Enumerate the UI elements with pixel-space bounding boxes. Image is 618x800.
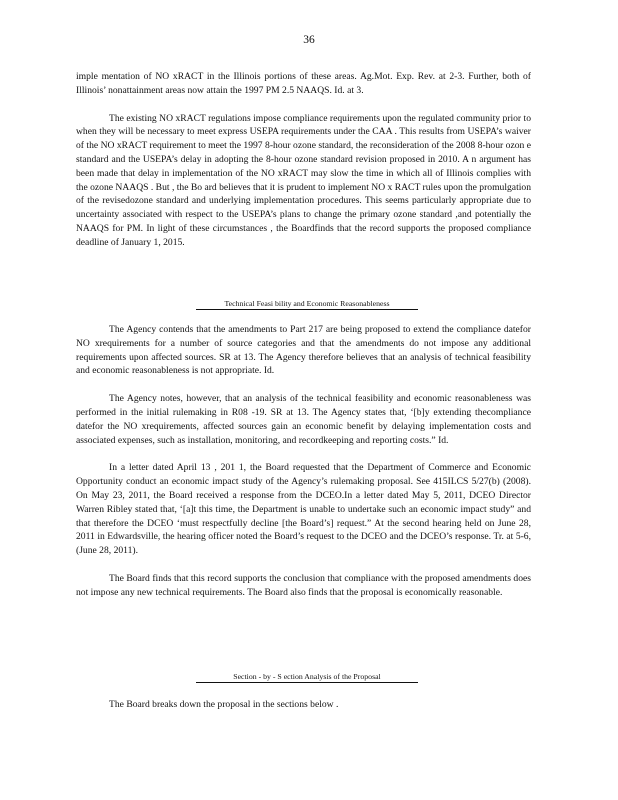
- body-block-3: [76, 698, 531, 712]
- paragraph-agency-notes: The Agency notes, however, that an analysis of the technical feasibility and economic reasonableness was performed in the initial rulemaking in R08 -19. SR at 13. The Agency states that, ‘[b]y extending thecompliance datefor the NO xrequirements, affected sources gain an economic benefit by delaying implementation costs and associated expenses, such as installation, monitoring, and recordkeeping and reporting costs.” Id.: [76, 393, 531, 446]
- paragraph-intro: imple mentation of NO xRACT in the Illinois portions of these areas. Ag.Mot. Exp. Rev. at 2-3. Further, both of Illinois’ nonattainment areas now attain the 1997 PM 2.5 NAAQS. Id. at 3.: [76, 71, 531, 96]
- paragraph-agency-contends: The Agency contends that the amendments to Part 217 are being proposed to extend the compliance datefor NO xrequirements for a number of source categories and that the amendments do not impose any additional requirements upon affected sources. SR at 13. The Agency therefore believes that an analysis of technical feasibility and economic reasonableness is not appropriate. Id.: [76, 324, 531, 377]
- section-heading-section-analysis: Section - by - S ection Analysis of the Proposal: [196, 672, 418, 683]
- section-heading-technical-feasibility: Technical Feasi bility and Economic Reasonableness: [196, 299, 418, 310]
- body-block-1: [76, 70, 531, 250]
- paragraph-board-breaks-down: The Board breaks down the proposal in the sections below .: [109, 699, 339, 710]
- body-block-2: [76, 323, 531, 600]
- paragraph-existing-regulations: The existing NO xRACT regulations impose compliance requirements upon the regulated community prior to when they will be necessary to meet express USEPA requirements under the CAA . This results from USEPA’s waiver of the NO xRACT requirement to meet the 1997 8-hour ozone standard, the reconsideration of the 2008 8-hour ozon e standard and the USEPA’s delay in adopting the 8-hour ozone standard revision proposed in 2010. A n argument has been made that delay in implementation of the NO xRACT may slow the time in which all of Illinois complies with the ozone NAAQS . But , the Bo ard believes that it is prudent to implement NO x RACT rules upon the promulgation of the revisedozone standard and underlying implementation procedures. This seems particularly appropriate due to uncertainty associated with respect to the USEPA’s plans to change the primary ozone standard ,and potentially the NAAQS for PM. In light of these circumstances , the Boardfinds that the record supports the proposed compliance deadline of January 1, 2015.: [76, 112, 531, 248]
- page-number: 36: [303, 34, 315, 46]
- paragraph-dceo-letter: In a letter dated April 13 , 201 1, the Board requested that the Department of Commerce and Economic Opportunity conduct an economic impact study of the Agency’s rulemaking proposal. See 415ILCS 5/27(b) (2008). On May 23, 2011, the Board received a response from the DCEO.In a letter dated May 5, 2011, DCEO Director Warren Ribley stated that, ‘[a]t this time, the Department is unable to undertake such an economic impact study” and that therefore the DCEO ‘must respectfully decline [the Board’s] request.” At the second hearing held on June 28, 2011 in Edwardsville, the hearing officer noted the Board’s request to the DCEO and the DCEO’s response. Tr. at 5-6, (June 28, 2011).: [76, 462, 531, 557]
- paragraph-board-finds: The Board finds that this record supports the conclusion that compliance with the proposed amendments does not impose any new technical requirements. The Board also finds that the proposal is economically reasonable.: [76, 572, 531, 598]
